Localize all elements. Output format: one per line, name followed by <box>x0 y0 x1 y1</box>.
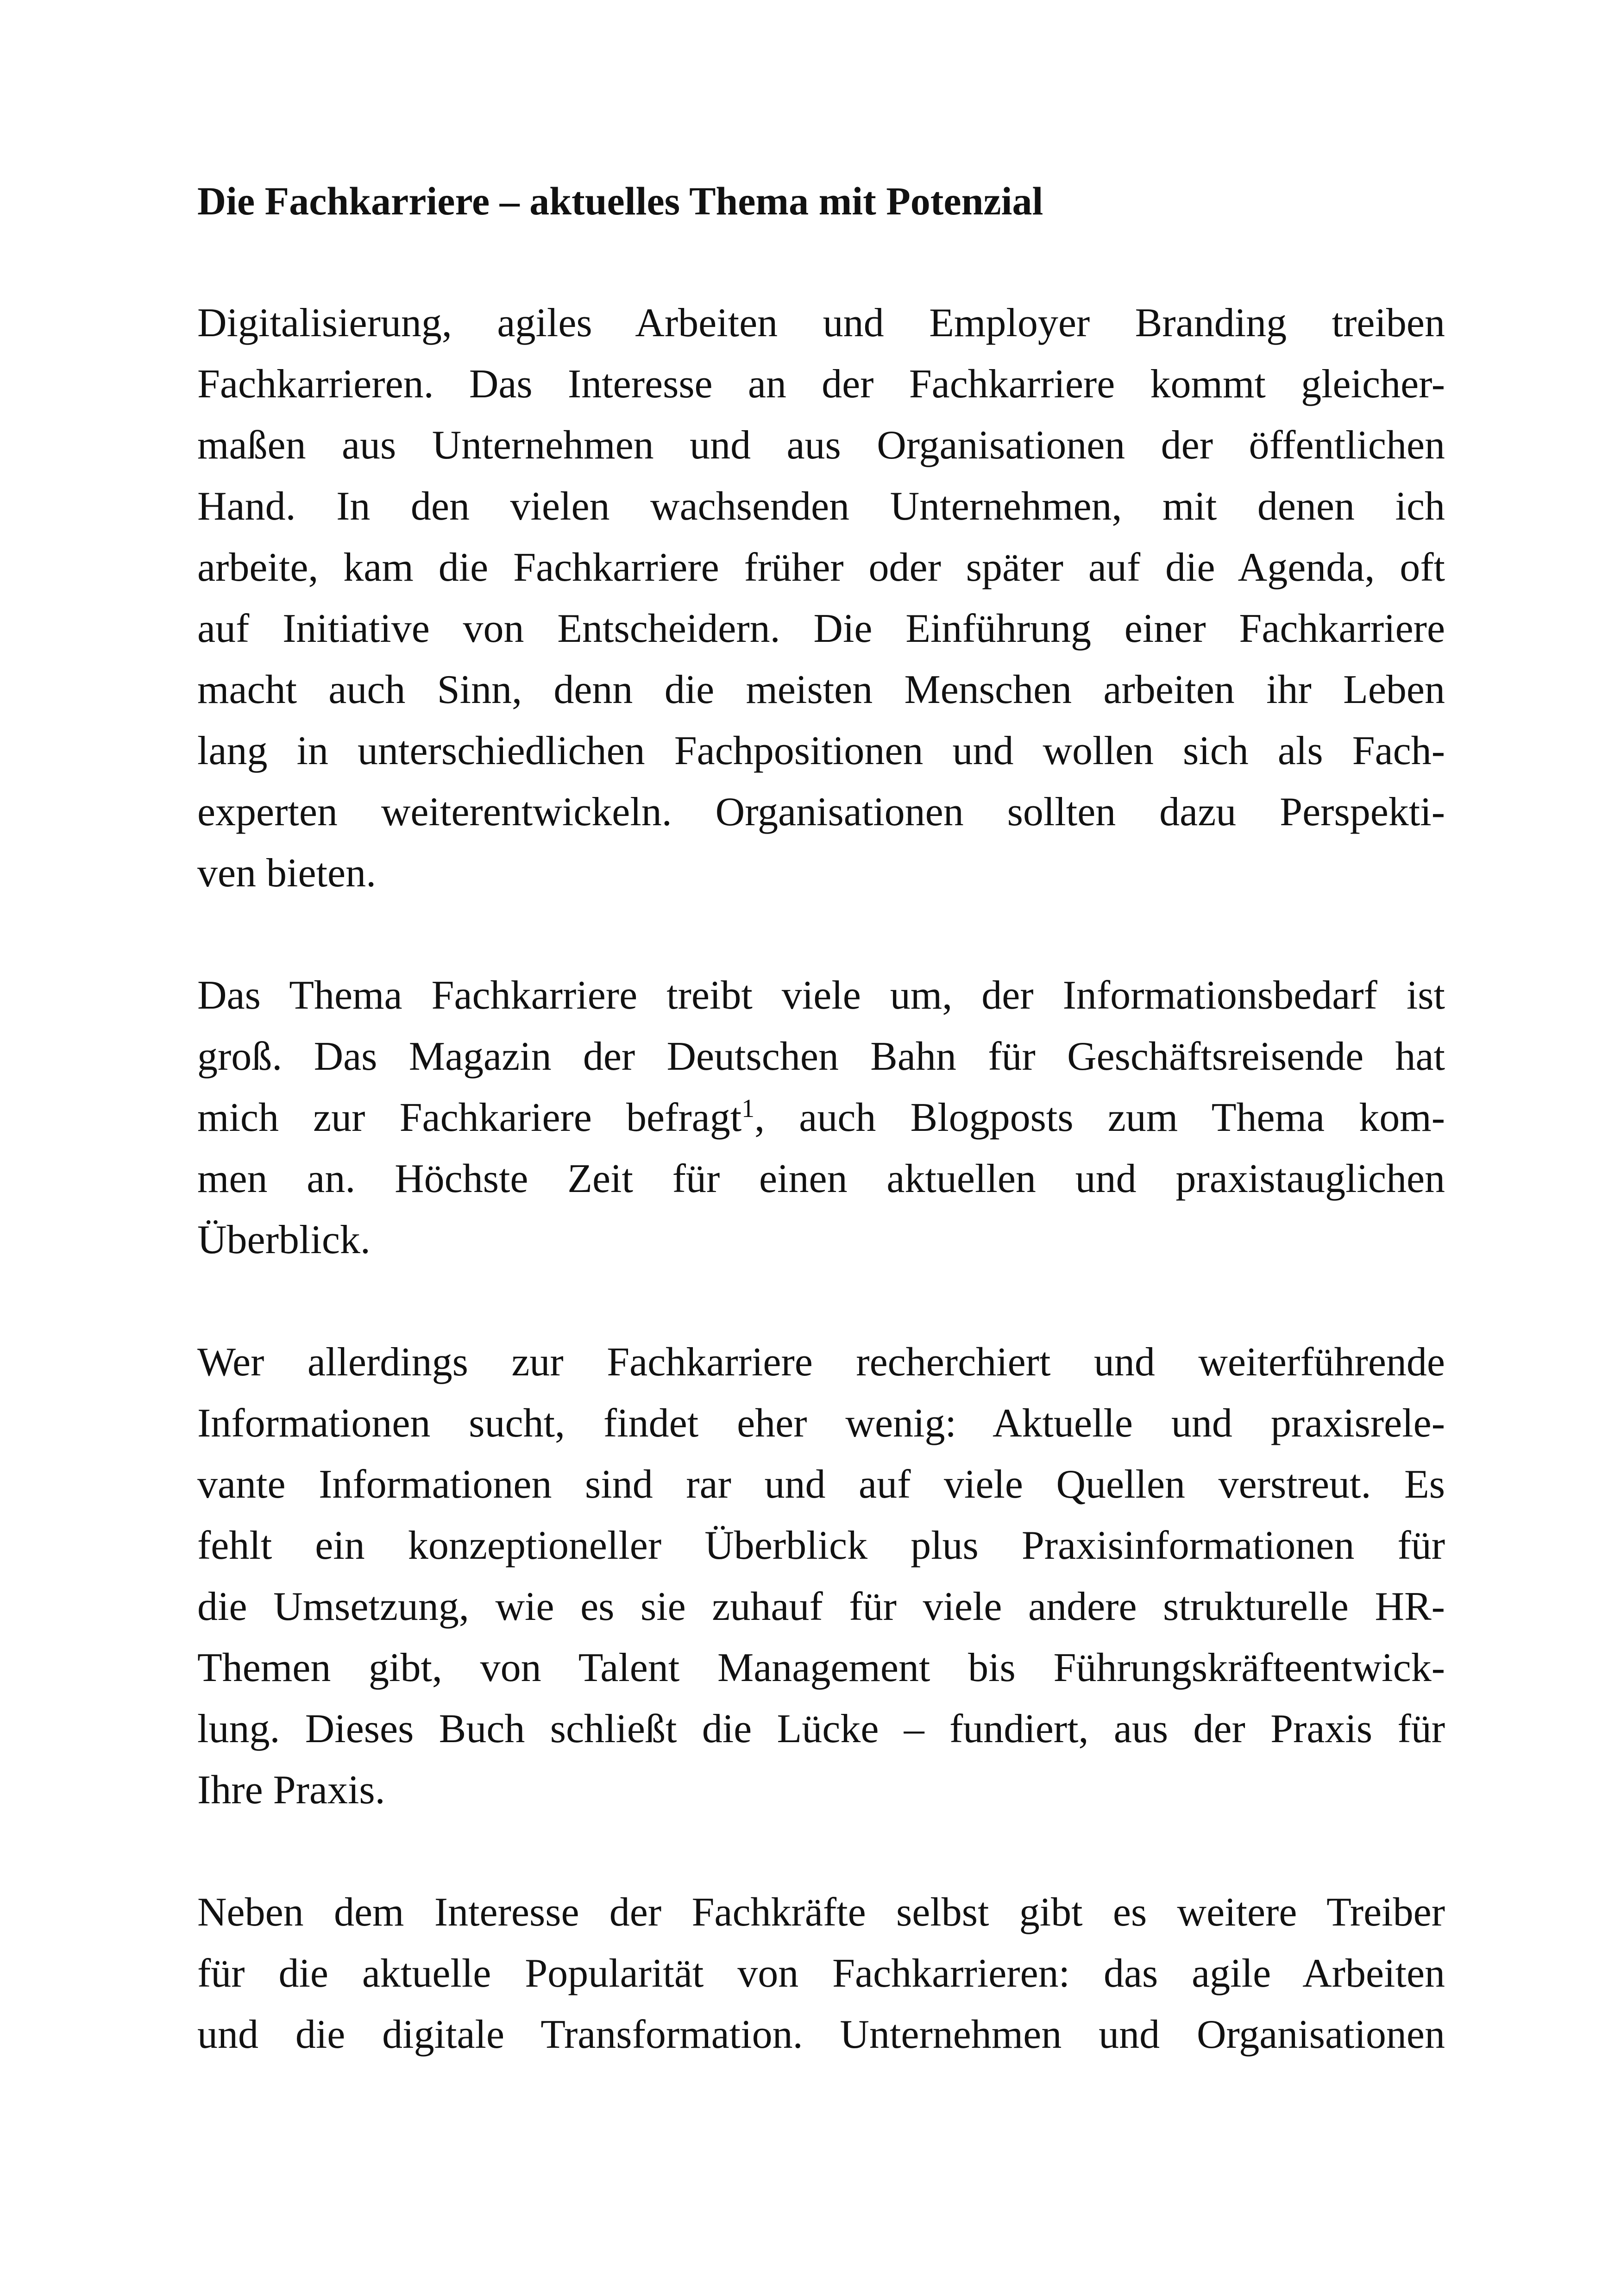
text-line: Überblick. <box>197 1217 371 1262</box>
text-line: die Umsetzung, wie es sie zuhauf für viele andere strukturelle HR- <box>197 1584 1445 1629</box>
text-line: Ihre Praxis. <box>197 1768 385 1813</box>
text-line: experten weiterentwickeln. Organisationen sollten dazu Perspekti- <box>197 790 1445 834</box>
text-fragment: , auch Blogposts zum Thema kom- <box>754 1095 1445 1140</box>
section-heading: Die Fachkarriere – aktuelles Thema mit Potenzial <box>197 179 1043 223</box>
footnote-marker: 1 <box>741 1094 755 1123</box>
text-line: für die aktuelle Popularität von Fachkarrieren: das agile Arbeiten <box>197 1951 1445 1996</box>
text-line: Neben dem Interesse der Fachkräfte selbst gibt es weitere Treiber <box>197 1890 1445 1935</box>
text-line: arbeite, kam die Fachkarriere früher oder später auf die Agenda, oft <box>197 545 1445 590</box>
text-line: lung. Dieses Buch schließt die Lücke – fundiert, aus der Praxis für <box>197 1706 1445 1751</box>
paragraph-2 <box>197 965 1445 1271</box>
text-line: maßen aus Unternehmen und aus Organisationen der öffentlichen <box>197 423 1445 468</box>
text-line: macht auch Sinn, denn die meisten Menschen arbeiten ihr Leben <box>197 667 1445 712</box>
text-fragment: mich zur Fachkariere befragt <box>197 1095 742 1140</box>
paragraph-3 <box>197 1332 1445 1821</box>
paragraph-4 <box>197 1882 1445 2065</box>
text-line: ven bieten. <box>197 851 377 896</box>
text-line-with-footnote <box>197 1087 1445 1148</box>
text-line: Informationen sucht, findet eher wenig: Aktuelle und praxisrele- <box>197 1401 1445 1446</box>
page-content <box>197 170 1445 2065</box>
text-line: vante Informationen sind rar und auf viele Quellen verstreut. Es <box>197 1462 1445 1507</box>
text-line: Themen gibt, von Talent Management bis Führungskräfteentwick- <box>197 1645 1445 1690</box>
text-line: Das Thema Fachkarriere treibt viele um, der Informationsbedarf ist <box>197 973 1445 1018</box>
text-line: und die digitale Transformation. Unternehmen und Organisationen <box>197 2012 1445 2057</box>
paragraph-1 <box>197 293 1445 904</box>
text-line: Wer allerdings zur Fachkarriere recherchiert und weiterführende <box>197 1340 1445 1385</box>
text-line: groß. Das Magazin der Deutschen Bahn für Geschäftsreisende hat <box>197 1034 1445 1079</box>
text-line: lang in unterschiedlichen Fachpositionen und wollen sich als Fach- <box>197 728 1445 773</box>
text-line: fehlt ein konzeptioneller Überblick plus Praxisinformationen für <box>197 1523 1445 1568</box>
text-line: auf Initiative von Entscheidern. Die Einführung einer Fachkarriere <box>197 606 1445 651</box>
text-line: Fachkarrieren. Das Interesse an der Fachkarriere kommt gleicher- <box>197 362 1445 407</box>
text-line: Hand. In den vielen wachsenden Unternehmen, mit denen ich <box>197 484 1445 529</box>
text-line: men an. Höchste Zeit für einen aktuellen und praxistauglichen <box>197 1156 1445 1201</box>
text-line: Digitalisierung, agiles Arbeiten und Employer Branding treiben <box>197 301 1445 345</box>
